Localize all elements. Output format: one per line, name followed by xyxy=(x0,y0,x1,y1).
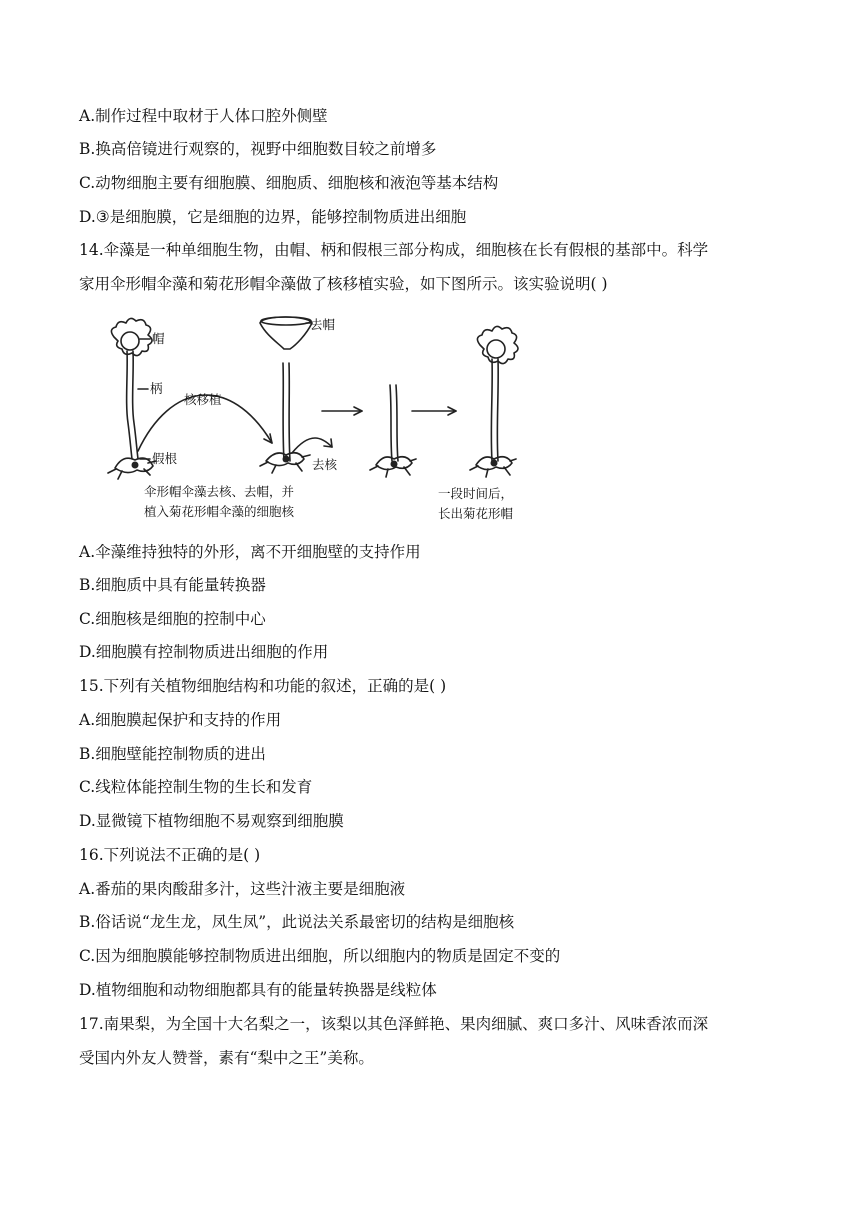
q13-option-d: D.③是细胞膜，它是细胞的边界，能够控制物质进出细胞 xyxy=(79,208,467,226)
q16-option-a: A.番茄的果肉酸甜多汁，这些汁液主要是细胞液 xyxy=(79,880,406,898)
caption-right-line-2: 长出菊花形帽 xyxy=(438,506,514,521)
q14-option-a: A.伞藻维持独特的外形，离不开细胞壁的支持作用 xyxy=(79,543,421,561)
q17-stem-line-1: 17.南果梨，为全国十大名梨之一，该梨以其色泽鲜艳、果肉细腻、爽口多汁、风味香浓而深 xyxy=(79,1015,709,1033)
label-remove-nucleus: 去核 xyxy=(312,457,338,472)
q13-option-c: C.动物细胞主要有细胞膜、细胞质、细胞核和液泡等基本结构 xyxy=(79,174,499,192)
q15-option-c: C.线粒体能控制生物的生长和发育 xyxy=(79,778,313,796)
q16-option-c: C.因为细胞膜能够控制物质进出细胞，所以细胞内的物质是固定不变的 xyxy=(79,947,561,965)
nucleus-transplant-figure xyxy=(100,313,540,528)
caption-left-line-2: 植入菊花形帽伞藻的细胞核 xyxy=(144,504,295,519)
label-cap: 帽 xyxy=(152,331,165,346)
q16-option-d: D.植物细胞和动物细胞都具有的能量转换器是线粒体 xyxy=(79,981,437,999)
label-stalk: 柄 xyxy=(150,381,163,396)
caption-right-line-1: 一段时间后， xyxy=(438,486,514,501)
label-rhizoid: 假根 xyxy=(152,451,178,466)
label-transplant: 核移植 xyxy=(184,392,222,407)
q16-stem: 16.下列说法不正确的是( ) xyxy=(79,846,261,864)
q16-option-b: B.俗话说“龙生龙，凤生凤”，此说法关系最密切的结构是细胞核 xyxy=(79,913,515,931)
q14-stem-line-2: 家用伞形帽伞藻和菊花形帽伞藻做了核移植实验，如下图所示。该实验说明( ) xyxy=(79,275,608,293)
q14-option-d: D.细胞膜有控制物质进出细胞的作用 xyxy=(79,643,329,661)
q13-option-a: A.制作过程中取材于人体口腔外侧壁 xyxy=(79,107,328,125)
chrysanthemum-cap-alga-drawing xyxy=(470,326,518,477)
label-remove-cap: 去帽 xyxy=(310,317,336,332)
caption-left-line-1: 伞形帽伞藻去核、去帽，并 xyxy=(144,484,295,499)
q14-option-c: C.细胞核是细胞的控制中心 xyxy=(79,610,266,628)
q15-stem: 15.下列有关植物细胞结构和功能的叙述，正确的是( ) xyxy=(79,677,447,695)
q17-stem-line-2: 受国内外友人赞誉，素有“梨中之王”美称。 xyxy=(79,1049,374,1067)
q13-option-b: B.换高倍镜进行观察的，视野中细胞数目较之前增多 xyxy=(79,140,437,158)
q14-stem-line-1: 14.伞藻是一种单细胞生物，由帽、柄和假根三部分构成，细胞核在长有假根的基部中。科学 xyxy=(79,241,709,259)
q15-option-b: B.细胞壁能控制物质的进出 xyxy=(79,745,266,763)
q15-option-d: D.显微镜下植物细胞不易观察到细胞膜 xyxy=(79,812,344,830)
q15-option-a: A.细胞膜起保护和支持的作用 xyxy=(79,711,282,729)
umbrella-cap-alga-drawing xyxy=(108,318,156,479)
cap-removed-alga-drawing xyxy=(260,317,312,473)
q14-option-b: B.细胞质中具有能量转换器 xyxy=(79,576,266,594)
